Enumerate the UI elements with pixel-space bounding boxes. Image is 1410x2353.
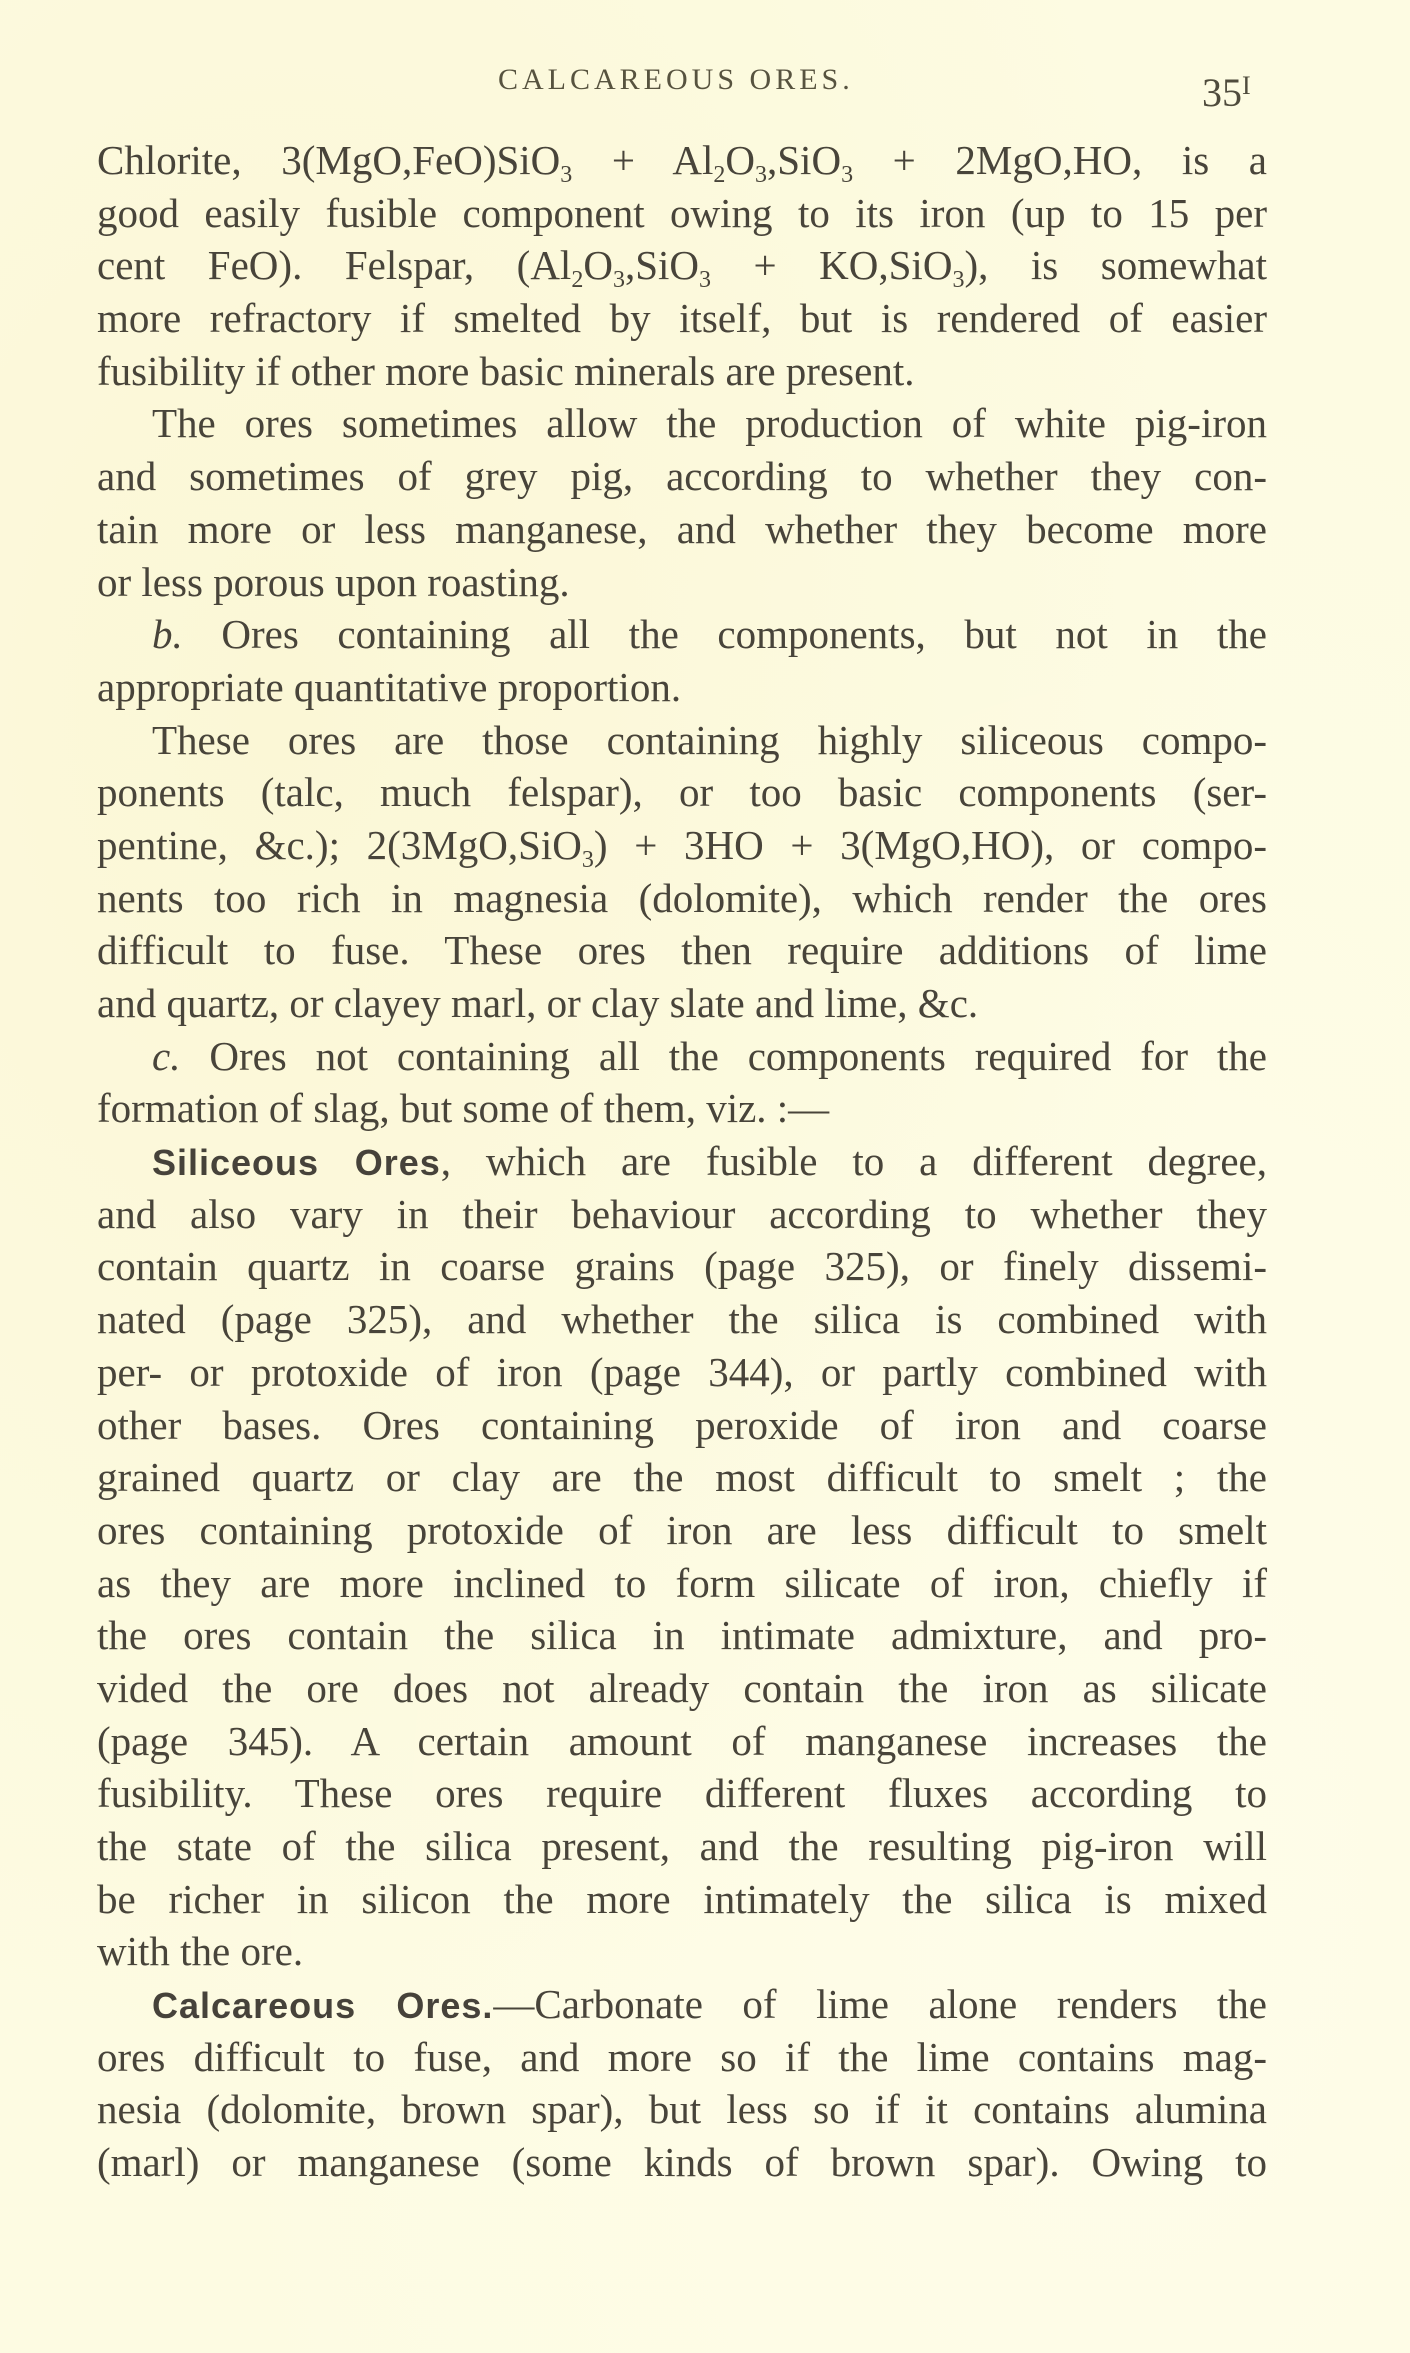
text-run: appropriate quantitative proportion. <box>97 663 682 710</box>
text-line <box>97 1873 1267 1926</box>
text-run: ), is somewhat <box>964 242 1267 289</box>
text-run: as they are more inclined to form silicate of iron, chiefly if <box>97 1559 1267 1606</box>
text-line <box>97 239 1267 292</box>
text-line <box>97 1082 1267 1135</box>
page-number <box>1202 66 1251 113</box>
subscript: 3 <box>952 267 965 294</box>
text-line <box>97 661 1267 714</box>
text-line <box>97 1135 1267 1188</box>
text-run: , which are fusible to a different degree, <box>440 1138 1267 1185</box>
text-line <box>97 819 1267 872</box>
text-line <box>97 2083 1267 2136</box>
text-run: ) + 3HO + 3(MgO,HO), or compo- <box>593 821 1267 868</box>
text-run: O <box>583 242 613 289</box>
text-run: O <box>725 137 755 183</box>
text-run: per- or protoxide of iron (page 344), or partly combined with <box>97 1348 1267 1395</box>
italic-enumerator: b. <box>152 611 183 658</box>
text-line <box>97 397 1267 450</box>
text-run: difficult to fuse. These ores then require additions of lime <box>97 927 1267 974</box>
text-run: vided the ore does not already contain the iron as silicate <box>97 1664 1267 1711</box>
text-run: formation of slag, but some of them, viz. :— <box>97 1085 830 1132</box>
section-heading: Siliceous Ores <box>152 1142 441 1184</box>
text-run: and also vary in their behaviour according to whether they <box>97 1190 1267 1237</box>
text-line <box>97 977 1267 1030</box>
text-line <box>97 2136 1267 2189</box>
text-line <box>97 1662 1267 1715</box>
text-line <box>97 766 1267 819</box>
text-line <box>97 1925 1267 1978</box>
text-line <box>97 292 1267 345</box>
text-line <box>97 1030 1267 1083</box>
text-line <box>97 872 1267 925</box>
subscript: 3 <box>581 846 594 873</box>
subscript: 3 <box>560 162 573 188</box>
text-run: Ores containing all the components, but not in the <box>182 611 1267 658</box>
text-run: Ores not containing all the components required for the <box>180 1032 1267 1079</box>
text-run: The ores sometimes allow the production of white pig-iron <box>152 400 1267 447</box>
text-run: and sometimes of grey pig, according to whether they con- <box>97 453 1267 500</box>
running-title: CALCAREOUS ORES. <box>498 63 854 96</box>
text-line <box>97 1188 1267 1241</box>
text-line <box>97 1820 1267 1873</box>
page-number-sup: I <box>1242 71 1251 100</box>
text-line <box>97 1557 1267 1610</box>
text-line <box>97 1609 1267 1662</box>
text-line <box>97 345 1267 398</box>
text-run: tain more or less manganese, and whether they become more <box>97 505 1267 552</box>
subscript: 2 <box>571 267 584 294</box>
text-line <box>97 924 1267 977</box>
text-run: nated (page 325), and whether the silica is combined with <box>97 1296 1267 1343</box>
text-run: more refractory if smelted by itself, but is rendered of easier <box>97 295 1267 342</box>
text-line <box>97 1715 1267 1768</box>
text-run: be richer in silicon the more intimately the silica is mixed <box>97 1875 1267 1922</box>
text-run: + KO,SiO <box>711 242 953 289</box>
text-line <box>97 450 1267 503</box>
text-line <box>97 1293 1267 1346</box>
text-run: other bases. Ores containing peroxide of iron and coarse <box>97 1401 1267 1448</box>
section-heading: Calcareous Ores. <box>152 1985 494 2027</box>
text-run: ores difficult to fuse, and more so if the lime contains mag- <box>97 2033 1267 2080</box>
text-line <box>97 1240 1267 1293</box>
subscript: 2 <box>713 162 726 188</box>
text-line <box>97 1451 1267 1504</box>
text-run: Chlorite, 3(MgO,FeO)SiO <box>97 137 561 183</box>
text-run: good easily fusible component owing to its iron (up to 15 per <box>97 189 1267 236</box>
text-run: or less porous upon roasting. <box>97 558 570 605</box>
text-line <box>97 556 1267 609</box>
text-line <box>97 1767 1267 1820</box>
text-run: with the ore. <box>97 1928 304 1975</box>
text-line <box>97 714 1267 767</box>
running-head <box>0 60 1410 115</box>
italic-enumerator: c. <box>152 1032 181 1079</box>
text-run: grained quartz or clay are the most difficult to smelt ; the <box>97 1454 1267 1501</box>
text-line <box>97 1346 1267 1399</box>
text-run: nesia (dolomite, brown spar), but less so if it contains alumina <box>97 2086 1267 2133</box>
text-run: cent FeO). Felspar, (Al <box>97 242 572 289</box>
subscript: 3 <box>755 162 767 188</box>
text-line <box>97 608 1267 661</box>
text-run: ponents (talc, much felspar), or too basic components (ser- <box>97 769 1267 816</box>
text-run: + 2MgO,HO, is a <box>853 137 1267 183</box>
body-text <box>97 134 1267 2189</box>
text-line <box>97 187 1267 240</box>
text-run: —Carbonate of lime alone renders the <box>493 1981 1268 2028</box>
subscript: 3 <box>612 267 625 294</box>
text-run: ,SiO <box>624 242 699 289</box>
subscript: 3 <box>841 162 854 188</box>
text-run: (marl) or manganese (some kinds of brown spar). Owing to <box>97 2139 1267 2186</box>
text-run: ,SiO <box>767 137 842 183</box>
text-run: nents too rich in magnesia (dolomite), which render the ores <box>97 874 1267 921</box>
text-run: These ores are those containing highly siliceous compo- <box>152 716 1267 763</box>
text-line <box>97 503 1267 556</box>
text-run: and quartz, or clayey marl, or clay slate and lime, &c. <box>97 980 979 1026</box>
text-run: ores containing protoxide of iron are less difficult to smelt <box>97 1506 1267 1553</box>
text-run: + Al <box>572 137 714 183</box>
text-line <box>97 1399 1267 1452</box>
text-run: the ores contain the silica in intimate admixture, and pro- <box>97 1612 1267 1659</box>
text-line <box>97 134 1267 187</box>
text-run: (page 345). A certain amount of manganese increases the <box>97 1717 1267 1764</box>
text-run: fusibility if other more basic minerals are present. <box>97 347 915 394</box>
text-run: the state of the silica present, and the resulting pig-iron will <box>97 1823 1267 1869</box>
page-number-digits: 35 <box>1202 70 1242 115</box>
text-line <box>97 2031 1267 2084</box>
text-run: contain quartz in coarse grains (page 325), or finely dissemi- <box>97 1243 1267 1290</box>
text-line <box>97 1978 1267 2031</box>
text-run: pentine, &c.); 2(3MgO,SiO <box>97 821 582 868</box>
text-run: fusibility. These ores require different fluxes according to <box>97 1770 1267 1817</box>
text-line <box>97 1504 1267 1557</box>
subscript: 3 <box>699 267 711 294</box>
